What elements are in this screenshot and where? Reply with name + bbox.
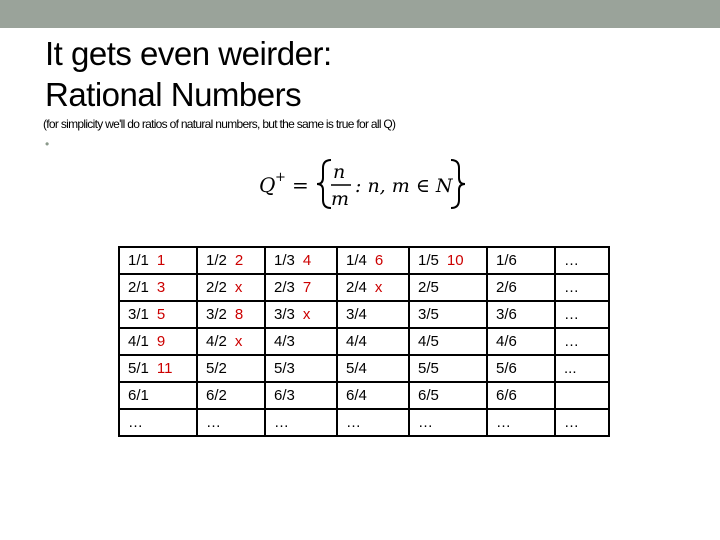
table-row [119, 355, 609, 382]
table-cell [119, 328, 197, 355]
slide-title [45, 33, 695, 115]
fraction-label: ... [564, 360, 577, 377]
table-cell [265, 355, 337, 382]
title-line-1: It gets even weirder: [45, 35, 332, 72]
table-row [119, 328, 609, 355]
fraction-label: 5/1 [128, 360, 149, 377]
fraction-label: 3/4 [346, 306, 367, 323]
fraction-label: … [564, 252, 579, 269]
table-cell [119, 301, 197, 328]
table-cell [409, 409, 487, 436]
table-cell [409, 355, 487, 382]
fraction-label: … [564, 279, 579, 296]
table-cell [197, 301, 265, 328]
fraction-label: … [274, 414, 289, 431]
formula-q: Q [259, 173, 276, 197]
table-cell [409, 301, 487, 328]
table-cell [265, 247, 337, 274]
fraction-label: 4/2 [206, 333, 227, 350]
enumeration-mark: x [374, 279, 383, 296]
fraction-label: 2/4 [346, 279, 367, 296]
formula-numerator: n [333, 161, 346, 183]
table-cell [265, 409, 337, 436]
table-cell [197, 382, 265, 409]
table-cell [555, 301, 609, 328]
slide-subtitle: (for simplicity we'll do ratios of natural numbers, but the same is true for all Q) [43, 117, 396, 131]
enumeration-mark: 9 [156, 333, 166, 350]
fraction-label: 4/5 [418, 333, 439, 350]
table-cell [197, 355, 265, 382]
table-cell [409, 247, 487, 274]
fraction-label: 5/5 [418, 360, 439, 377]
table-row [119, 382, 609, 409]
fraction-label: 6/3 [274, 387, 295, 404]
fraction-label: 1/6 [496, 252, 517, 269]
table-cell [555, 355, 609, 382]
enumeration-mark: 8 [234, 306, 244, 323]
table-cell [487, 301, 555, 328]
table-cell [337, 301, 409, 328]
table-cell [409, 274, 487, 301]
table-cell [409, 382, 487, 409]
fraction-label: 6/6 [496, 387, 517, 404]
fraction-label: 6/5 [418, 387, 439, 404]
table-cell [197, 247, 265, 274]
enumeration-mark: x [302, 306, 311, 323]
fraction-label: … [564, 306, 579, 323]
table-cell [555, 382, 609, 409]
table-cell [337, 247, 409, 274]
table-cell [555, 247, 609, 274]
table-cell [555, 328, 609, 355]
fraction-label: 5/2 [206, 360, 227, 377]
enumeration-mark: 2 [234, 252, 244, 269]
fraction-label: … [346, 414, 361, 431]
fraction-label: 1/2 [206, 252, 227, 269]
enumeration-mark: 11 [156, 360, 173, 377]
fraction-label: 2/2 [206, 279, 227, 296]
fraction-label: 4/6 [496, 333, 517, 350]
fraction-label: 3/2 [206, 306, 227, 323]
fraction-label: 4/1 [128, 333, 149, 350]
left-brace [317, 160, 331, 208]
fraction-label: 3/5 [418, 306, 439, 323]
table-row [119, 274, 609, 301]
formula-sup: + [275, 170, 286, 185]
table-cell [555, 409, 609, 436]
table-cell [487, 382, 555, 409]
right-brace [451, 160, 465, 208]
fraction-label: 5/6 [496, 360, 517, 377]
enumeration-mark: 7 [302, 279, 312, 296]
fraction-label: 3/1 [128, 306, 149, 323]
table-cell [197, 409, 265, 436]
formula-denominator: m [331, 188, 350, 210]
formula-condition: : n, m ∈ N [355, 175, 453, 197]
fraction-label: 1/3 [274, 252, 295, 269]
table-cell [487, 247, 555, 274]
fraction-label: … [206, 414, 221, 431]
fraction-label: … [128, 414, 143, 431]
fraction-label: 2/6 [496, 279, 517, 296]
enumeration-mark: 1 [156, 252, 166, 269]
table-cell [487, 409, 555, 436]
table-row [119, 409, 609, 436]
fraction-label: 6/2 [206, 387, 227, 404]
fraction-label: 5/3 [274, 360, 295, 377]
enumeration-mark: 4 [302, 252, 312, 269]
table-cell [337, 409, 409, 436]
table-row [119, 301, 609, 328]
table-cell [337, 355, 409, 382]
table-cell [119, 247, 197, 274]
table-row [119, 247, 609, 274]
table-cell [119, 382, 197, 409]
table-cell [337, 328, 409, 355]
table-cell [265, 382, 337, 409]
fraction-label: … [496, 414, 511, 431]
fraction-label: 2/1 [128, 279, 149, 296]
fraction-label: 2/3 [274, 279, 295, 296]
fraction-label: 6/1 [128, 387, 149, 404]
fraction-label: 1/4 [346, 252, 367, 269]
table-cell [337, 382, 409, 409]
fraction-label: 3/3 [274, 306, 295, 323]
table-cell [265, 274, 337, 301]
fraction-label: … [564, 414, 579, 431]
table-cell [119, 274, 197, 301]
fraction-label: 1/5 [418, 252, 439, 269]
enumeration-mark: x [234, 279, 243, 296]
formula-equals: = [292, 173, 309, 197]
title-line-2: Rational Numbers [45, 76, 302, 113]
table-cell [487, 328, 555, 355]
fraction-label: 3/6 [496, 306, 517, 323]
fraction-label: 5/4 [346, 360, 367, 377]
enumeration-mark: 3 [156, 279, 166, 296]
enumeration-mark: 6 [374, 252, 384, 269]
bullet-point: • [45, 137, 50, 151]
table-cell [487, 355, 555, 382]
fraction-label: 4/3 [274, 333, 295, 350]
enumeration-mark: 5 [156, 306, 166, 323]
table-cell [409, 328, 487, 355]
set-definition-formula [255, 156, 475, 212]
table-cell [265, 328, 337, 355]
slide-top-bar [0, 0, 720, 28]
table-cell [265, 301, 337, 328]
table-cell [555, 274, 609, 301]
rationals-table [118, 246, 610, 437]
fraction-label: 1/1 [128, 252, 149, 269]
table-cell [337, 274, 409, 301]
fraction-label: 2/5 [418, 279, 439, 296]
table-cell [197, 274, 265, 301]
table-cell [119, 355, 197, 382]
table-cell [197, 328, 265, 355]
fraction-label: 4/4 [346, 333, 367, 350]
fraction-label: … [418, 414, 433, 431]
enumeration-mark: x [234, 333, 243, 350]
enumeration-mark: 10 [446, 252, 464, 269]
table-cell [119, 409, 197, 436]
fraction-label: … [564, 333, 579, 350]
table-cell [487, 274, 555, 301]
fraction-label: 6/4 [346, 387, 367, 404]
